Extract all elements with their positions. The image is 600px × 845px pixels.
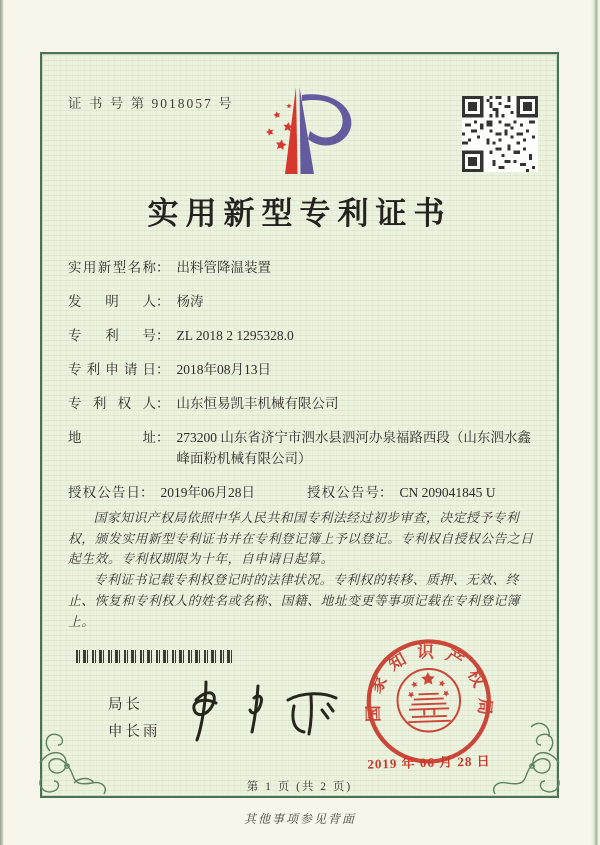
legal-paragraph-1: 国家知识产权局依照中华人民共和国专利法经过初步审查，决定授予专利权，颁发实用新型专利证书并在专利登记簿上予以登记。专利权自授权公告之日起生效。专利权期限为十年，自申请日起算。 (68, 511, 534, 567)
field-row-name (68, 257, 537, 278)
grant-no-label: 授权公告号 (307, 485, 379, 500)
barcode-icon (76, 650, 236, 663)
flourish-bottom-right-icon (481, 717, 565, 806)
field-value: ZL 2018 2 1295328.0 (176, 328, 294, 343)
colon: ： (156, 362, 170, 377)
field-label: 专利权人 (68, 396, 156, 411)
field-value: 杨涛 (176, 294, 204, 309)
cnipa-logo-icon (237, 82, 372, 187)
grant-row (68, 482, 537, 503)
page-number: 第 1 页 (共 2 页) (246, 781, 353, 793)
field-row-address (68, 427, 537, 469)
colon: ： (379, 485, 393, 500)
certificate-title: 实用新型专利证书 (147, 196, 452, 231)
field-row-inventor (68, 291, 537, 312)
colon: ： (156, 328, 170, 343)
qr-code-icon (462, 96, 538, 177)
field-value: 山东恒易凯丰机械有限公司 (176, 396, 339, 411)
colon: ： (156, 294, 170, 309)
grant-date-label: 授权公告日 (68, 485, 140, 500)
certificate-number: 证 书 号 第 9018057 号 (68, 96, 234, 111)
field-value: 2018年08月13日 (176, 362, 271, 377)
handwritten-signature-icon (168, 674, 358, 751)
flourish-bottom-left-icon (34, 717, 118, 806)
field-label: 专利号 (68, 328, 156, 343)
certificate-frame (40, 52, 559, 798)
field-row-filing-date (68, 359, 537, 380)
field-label: 发明人 (68, 294, 156, 309)
seal-ring-text: 国家知识产权局 (363, 642, 495, 726)
field-label: 地址 (68, 430, 156, 445)
colon: ： (156, 260, 170, 275)
seal-date: 2019 年 06 月 28 日 (367, 753, 491, 772)
grant-date: 2019年06月28日 (160, 485, 255, 500)
field-list (68, 257, 537, 516)
colon: ： (156, 396, 170, 411)
field-value: 273200 山东省济宁市泗水县泗河办泉福路西段（山东泗水鑫峰面粉机械有限公司） (176, 430, 531, 466)
field-label: 实用新型名称 (68, 260, 156, 275)
legal-text (68, 508, 535, 632)
scan-edge-left (0, 0, 4, 845)
scan-edge-right (591, 0, 600, 845)
field-row-patentee (68, 393, 537, 414)
back-side-note: 其他事项参见背面 (243, 812, 356, 826)
signer-name: 申长雨 (108, 724, 161, 740)
field-value: 出料管降温装置 (176, 260, 271, 275)
field-row-patent-no (68, 325, 537, 346)
legal-paragraph-2: 专利证书记载专利权登记时的法律状况。专利权的转移、质押、无效、终止、恢复和专利权人的姓名或名称、国籍、地址变更等事项记载在专利登记簿上。 (68, 573, 521, 629)
colon: ： (156, 430, 170, 445)
signer-title: 局长 (108, 697, 143, 713)
grant-no: CN 209041845 U (399, 485, 496, 500)
colon: ： (140, 485, 154, 500)
field-label: 专利申请日 (68, 362, 156, 377)
